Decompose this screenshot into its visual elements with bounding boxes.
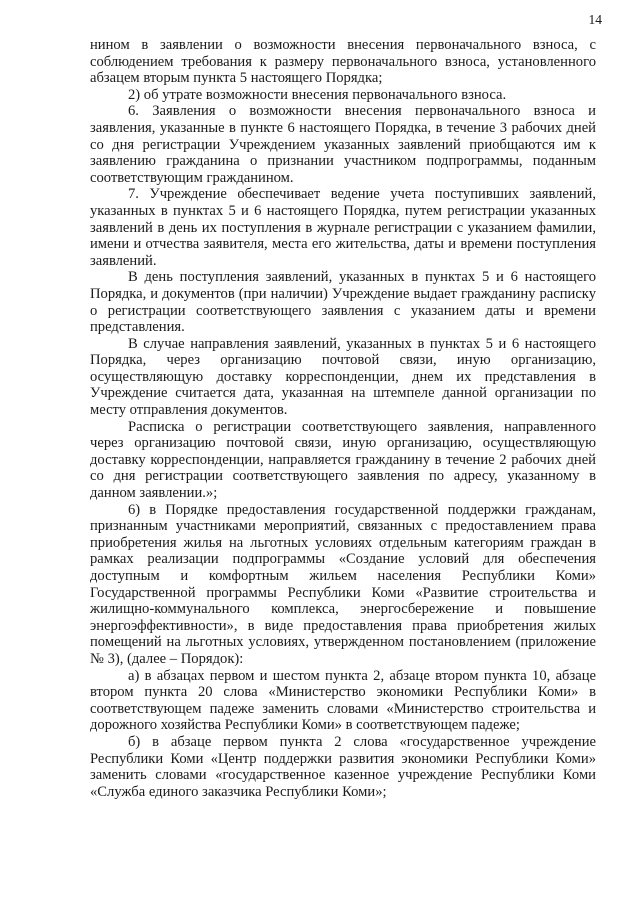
paragraph-point-6: 6. Заявления о возможности внесения первоначального взноса и заявления, указанные в пункте 6 настоящего Порядка, в течение 3 рабочих дней со дня регистрации Учреждением указанных заявлений приобщаются им к заявлению гражданина о признании участником подпрограммы, поданным соответствующим гражданином. <box>90 103 596 186</box>
paragraph-item-6: 6) в Порядке предоставления государственной поддержки гражданам, признанным участниками мероприятий, связанных с предоставлением права приобретения жилья на льготных условиях отдельным категориям граждан в рамках реализации подпрограммы «Создание условий для обеспечения доступным и комфортным жильем населения Республики Коми» Государственной программы Республики Коми «Развитие строительства и жилищно-коммунального комплекса, энергосбережение и повышение энергоэффективности», в виде предоставления права приобретения жилых помещений на льготных условиях, утвержденном постановлением (приложение № 3), (далее – Порядок): <box>90 501 596 667</box>
paragraph-subitem-a: а) в абзацах первом и шестом пункта 2, абзаце втором пункта 10, абзаце втором пункта 20 слова «Министерство экономики Республики Коми» в соответствующем падеже заменить словами «Министерство строительства и дорожного хозяйства Республики Коми» в соответствующем падеже; <box>90 667 596 734</box>
paragraph-item-2: 2) об утрате возможности внесения первоначального взноса. <box>128 86 507 103</box>
document-body <box>90 37 596 800</box>
page-number: 14 <box>588 12 602 27</box>
paragraph-point-7: 7. Учреждение обеспечивает ведение учета поступивших заявлений, указанных в пунктах 5 и 6 настоящего Порядка, путем регистрации указанных заявлений в день их поступления в журнале регистрации с указанием фамилии, имени и отчества заявителя, места его жительства, даты и времени поступления заявлений. <box>90 186 596 269</box>
paragraph-receipt-issue: В день поступления заявлений, указанных в пунктах 5 и 6 настоящего Порядка, и документов (при наличии) Учреждение выдает гражданину расписку о регистрации соответствующего заявления с указанием даты и времени представления. <box>90 269 596 336</box>
paragraph-receipt-mailing: Расписка о регистрации соответствующего заявления, направленного через организацию почтовой связи, иную организацию, осуществляющую доставку корреспонденции, направляется гражданину в течение 2 рабочих дней со дня регистрации соответствующего заявления по адресу, указанному в данном заявлении.»; <box>90 418 596 502</box>
paragraph-subitem-b: б) в абзаце первом пункта 2 слова «государственное учреждение Республики Коми «Центр поддержки развития экономики Республики Коми» заменить словами «государственное казенное учреждение Республики Коми «Служба единого заказчика Республики Коми»; <box>90 733 596 800</box>
paragraph-postal-submission: В случае направления заявлений, указанных в пунктах 5 и 6 настоящего Порядка, через организацию почтовой связи, иную организацию, осуществляющую доставку корреспонденции, днем их представления в Учреждение считается дата, указанная на штемпеле данной организации по месту отправления документов. <box>90 335 596 419</box>
paragraph-continuation: нином в заявлении о возможности внесения первоначального взноса, с соблюдением требования к размеру первоначального взноса, установленного абзацем вторым пункта 5 настоящего Порядка; <box>90 37 596 87</box>
